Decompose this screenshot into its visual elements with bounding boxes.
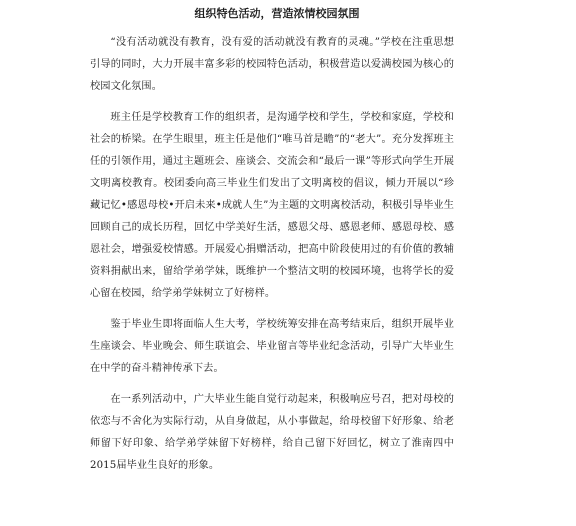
paragraph-2: 班主任是学校教育工作的组织者，是沟通学校和学生，学校和家庭，学校和社会的桥梁。在学生眼里，班主任是他们“唯马首是瞻”的“老大”。充分发挥班主任的引领作用，通过主题班会、座谈会、交流会和“最后一课”等形式向学生开展文明离校教育。校团委向高三毕业生们发出了文明离校的倡议，倾力开展以“珍藏记忆•感恩母校•开启未来•成就人生”为主题的文明离校活动，积极引导毕业生回顾自己的成长历程，回忆中学美好生活，感恩父母、感恩老师、感恩母校、感恩社会，增强爱校情感。开展爱心捐赠活动，把高中阶段使用过的有价值的教辅资料捐献出来，留给学弟学妹，既维护一个整洁文明的校园环境，也将学长的爱心留在校园，给学弟学妹树立了好榜样。 [90, 112, 454, 299]
document-title: 组织特色活动，营造浓情校园氛围 [194, 7, 360, 20]
paragraph-4: 在一系列活动中，广大毕业生能自觉行动起来，积极响应号召，把对母校的依恋与不舍化为实际行动，从自身做起，从小事做起，给母校留下好形象、给老师留下好印象、给学弟学妹留下好榜样，给自己留下好回忆，树立了淮南四中2015届毕业生良好的形象。 [90, 394, 454, 471]
paragraph-3: 鉴于毕业生即将面临人生大考，学校统筹安排在高考结束后，组织开展毕业生座谈会、毕业晚会、师生联谊会、毕业留言等毕业纪念活动，引导广大毕业生在中学的奋斗精神传承下去。 [90, 319, 454, 374]
paragraph-1: “没有活动就没有教育，没有爱的活动就没有教育的灵魂。”学校在注重思想引导的同时，大力开展丰富多彩的校园特色活动，积极营造以爱满校园为核心的校园文化氛围。 [90, 37, 454, 92]
